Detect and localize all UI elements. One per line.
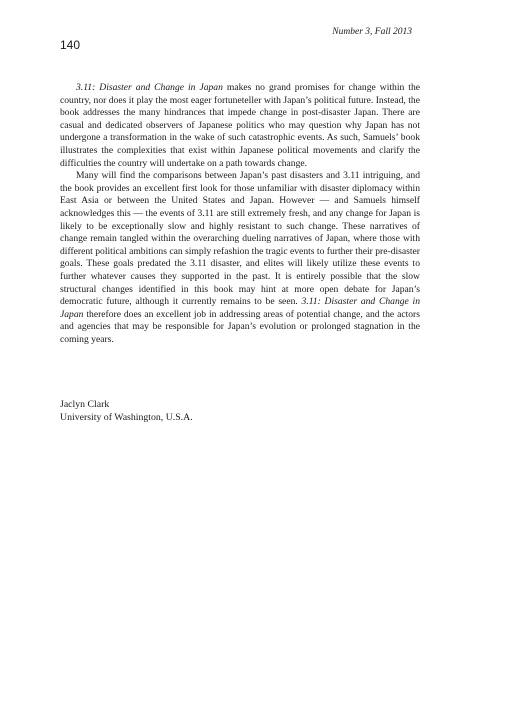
paragraph-1 — [60, 82, 420, 170]
paragraph-text: therefore does an excellent job in addressing areas of potential change, and the actors and agencies that may be responsible for Japan’s evolution or prolonged stagnation in the coming years. — [60, 308, 420, 345]
reviewer-name: Jaclyn Clark — [60, 399, 110, 410]
paragraph-2 — [60, 170, 420, 346]
reviewer-affiliation: University of Washington, U.S.A. — [60, 411, 193, 423]
book-title: 3.11: Disaster and Change in Japan — [76, 82, 223, 93]
paragraph-text: makes no grand promises for change within the country, nor does it play the most eager fortuneteller with Japan’s political future. Instead, the book addresses the many hindrances that impede change in post-disaster Japan. There are casual and dedicated observers of Japanese politics who may question why Japan has not undergone a transformation in the wake of such catastrophic events. As such, Samuels’ book illustrates the complexities that exist within Japanese political movements and clarify the difficulties the country will undertake on a path towards change. — [60, 82, 420, 169]
running-head: Number 3, Fall 2013 — [332, 27, 412, 37]
review-body — [60, 82, 420, 346]
book-title: 3.11: Disaster and Change in Japan — [60, 296, 421, 320]
paragraph-text: Many will find the comparisons between Japan’s past disasters and 3.11 intriguing, and the book provides an excellent first look for those unfamiliar with disaster diplomacy within East Asia or between the United States and Japan. However — and Samuels himself acknowledges this — the events of 3.11 are still extremely fresh, and any change for Japan is likely to be exceptionally slow and highly resistant to such change. These narratives of change remain tangled within the overarching dueling narratives of Japan, where those with different political ambitions can simply refashion the tragic events to further their pre-disaster goals. These goals predated the 3.11 disaster, and elites will likely utilize these events to further whatever causes they supported in the past. It is entirely possible that the slow structural changes identified in this book may hint at more open debate for Japan’s democratic future, although it currently remains to be seen. — [60, 170, 421, 308]
page-number: 140 — [60, 38, 81, 52]
reviewer-signature — [60, 399, 193, 424]
